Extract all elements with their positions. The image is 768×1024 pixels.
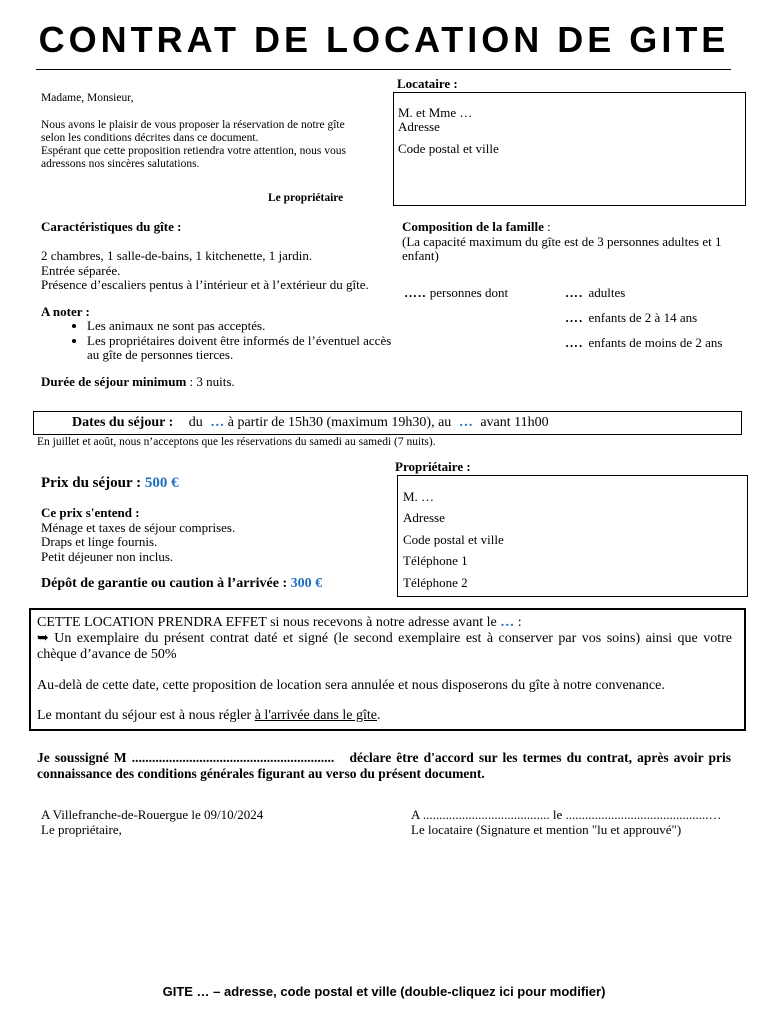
tenant-place-date: A ....................................... le ............................................…: [411, 807, 722, 822]
owner-place-date: A Villefranche-de-Rouergue le 09/10/2024: [41, 807, 264, 822]
title-divider: [36, 69, 731, 70]
conditions-item: ➥ Un exemplaire du présent contrat daté et signé (le second exemplaire est à conserver par vos soins) ainsi que votre chèque d’avance de 50%: [37, 631, 732, 662]
page-title: CONTRAT DE LOCATION DE GITE: [38, 19, 730, 60]
locataire-city: Code postal et ville: [398, 141, 499, 156]
gite-line: Présence d’escaliers pentus à l’intérieur et à l’extérieur du gîte.: [41, 277, 369, 292]
owner-box: [397, 475, 748, 597]
owner-signature-label: Le propriétaire,: [41, 821, 122, 837]
dates-line: Dates du séjour : du … à partir de 15h30 (maximum 19h30), au … avant 11h00: [72, 415, 549, 430]
price-include-item: Ménage et taxes de séjour comprises.: [41, 519, 236, 535]
conditions-box: [29, 608, 746, 731]
persons-count: ….. personnes dont: [404, 285, 509, 300]
deposit-line: Dépôt de garantie ou caution à l’arrivée : 300 €: [41, 576, 323, 591]
owner-address: Adresse: [403, 510, 445, 525]
letter-line: adressons nos sincères salutations.: [41, 158, 200, 170]
tenant-signature: [411, 808, 722, 837]
owner-signature: [41, 808, 263, 837]
price-include-item: Petit déjeuner non inclus.: [41, 548, 174, 564]
agreement: Je soussigné M ............................................................ déclare être d'accord sur les termes du contrat, après avoir pris connaissance des conditions générales figurant au verso du présent document.: [37, 750, 732, 781]
owner-phone1: Téléphone 1: [403, 553, 468, 568]
letter-line: Espérant que cette proposition retiendra votre attention, nous vous: [41, 145, 346, 157]
notes-list: [41, 319, 396, 363]
locataire-address: Adresse: [398, 119, 440, 134]
adults-count: …. adultes: [565, 285, 626, 300]
owner-name: M. …: [403, 489, 435, 504]
conditions-text: [37, 615, 732, 724]
tenant-signature-label: Le locataire (Signature et mention "lu et approuvé"): [411, 821, 682, 837]
gite-line: Entrée séparée.: [41, 262, 121, 278]
letter-salutation: Madame, Monsieur,: [41, 92, 134, 104]
letter: [41, 92, 361, 171]
price-includes: [41, 506, 371, 564]
notes-heading: A noter :: [41, 304, 90, 319]
conditions-cancel: Au-delà de cette date, cette proposition de location sera annulée et nous disposerons du gîte à notre convenance.: [37, 678, 665, 693]
arrow-icon: ➥: [37, 631, 49, 646]
locataire-name: M. et Mme …: [398, 105, 473, 120]
note-item: • Les propriétaires doivent être informés de l’éventuel accès au gîte de personnes tierces.: [87, 334, 396, 363]
letter-signature: Le propriétaire: [268, 192, 344, 204]
famille-heading: Composition de la famille :: [402, 219, 551, 234]
price-includes-heading: Ce prix s'entend :: [41, 505, 140, 520]
letter-line: Nous avons le plaisir de vous proposer la réservation de notre gîte: [41, 119, 345, 131]
note-item: • Les animaux ne sont pas acceptés.: [87, 319, 396, 334]
conditions-payment: Le montant du séjour est à nous régler à l'arrivée dans le gîte.: [37, 708, 381, 723]
locataire-box: [393, 92, 746, 206]
owner-heading: Propriétaire :: [395, 459, 471, 474]
famille-block: [402, 220, 742, 264]
famille-capacity: (La capacité maximum du gîte est de 3 personnes adultes et 1: [402, 233, 722, 249]
owner-city: Code postal et ville: [403, 532, 504, 547]
stay-duration: Durée de séjour minimum : 3 nuits.: [41, 374, 235, 389]
owner-phone2: Téléphone 2: [403, 575, 468, 590]
babies-count: …. enfants de moins de 2 ans: [565, 335, 723, 350]
gite-heading: Caractéristiques du gîte :: [41, 219, 182, 234]
children-count: …. enfants de 2 à 14 ans: [565, 310, 698, 325]
locataire-heading: Locataire :: [397, 76, 458, 91]
dates-box: [33, 411, 742, 435]
gite-line: 2 chambres, 1 salle-de-bains, 1 kitchenette, 1 jardin.: [41, 248, 313, 263]
conditions-intro: CETTE LOCATION PRENDRA EFFET si nous recevons à notre adresse avant le … :: [37, 615, 522, 630]
gite-description: [41, 249, 391, 293]
page-footer[interactable]: GITE … – adresse, code postal et ville (double-cliquez ici pour modifier): [162, 984, 606, 999]
price-include-item: Draps et linge fournis.: [41, 534, 158, 549]
letter-line: selon les conditions décrites dans ce document.: [41, 132, 259, 144]
dates-note: En juillet et août, nous n’acceptons que les réservations du samedi au samedi (7 nuits).: [37, 436, 436, 448]
famille-capacity: enfant): [402, 248, 439, 263]
price-line: Prix du séjour : 500 €: [41, 475, 179, 491]
